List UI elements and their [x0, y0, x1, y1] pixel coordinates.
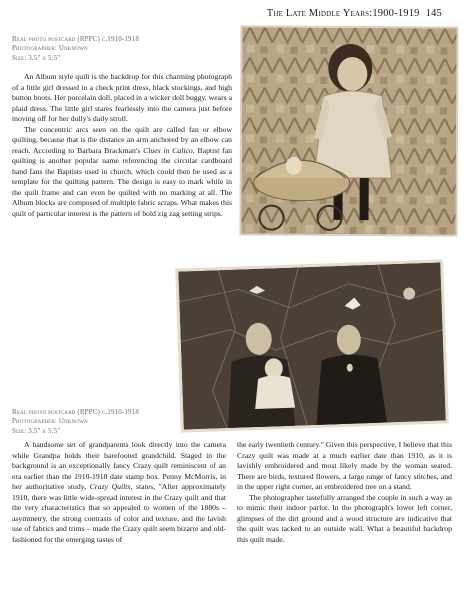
caption-line: Photographer: Unknown	[12, 417, 88, 426]
photo-grandparents-crazy-quilt	[175, 259, 449, 432]
chapter-title: The Late Middle Years:1900-1919	[266, 8, 420, 19]
caption-line: Real photo postcard (RPPC) c.1910-1918	[12, 35, 139, 43]
paragraph: the early twentieth century." Given this perspective, I believe that this Crazy quilt was made at a much earlier date than 1910, as it is lavishly embroidered and most likely made by the woman seated. There are birds, textured flowers, a large range of fancy stitches, and in the upper right corner, an embroidered tree on a stand.	[237, 440, 452, 491]
caption-line: Size: 3.5" x 5.5"	[12, 53, 61, 62]
body-text-top	[12, 72, 232, 219]
caption-line: Photographer: Unknown	[12, 44, 88, 53]
paragraph: An Album style quilt is the backdrop for this charming photograph of a little girl dressed in a check print dress, black stockings, and high button boots. Her porcelain doll, placed in a wicker doll buggy, wears a plaid dress. The little girl stares fearlessly into the camera just before moving off for her dolly's daily stroll.	[12, 72, 232, 123]
body-text-bottom-right	[237, 440, 452, 545]
caption-line: Size: 3.5" x 5.5"	[12, 426, 61, 435]
photo-girl-with-doll-buggy	[239, 25, 458, 236]
running-head	[267, 8, 442, 19]
paragraph: A handsome set of grandparents look directly into the camera while Grandpa holds their barefooted grandchild. Staged in the background is an exceptionally fancy Crazy quilt reminiscent of an era earlier than the 1910-1918 date stamp box. Penny McMorris, in her authoritative study, Crazy Quilts, states, "After approximately 1910, there was little wide-spread interest in the Crazy quilt and that the very characteristics that so appealed to women of the 1880s – asymmetry, the strong contrasts of color and texture, and the lavish use of fabrics and trims – made the Crazy quilt seem bizarre and old-fashioned for the emerging tastes of	[12, 440, 227, 544]
paragraph: The concentric arcs seen on the quilt are called fan or elbow quilting, because that is the distance an arm anchored by an elbow can reach. According to Barbara Brackman's Clues in Calico, Baptist fan quilting is another popular name referencing the circular cardboard hand fans the Baptists used in church, which could then be used as a template for the quilting pattern. The design is easy to mark while in the quilt frame and can even be quilted with no marking at all. The Album blocks are composed of multiple fabric scraps. What makes this quilt of particular interest is the pattern of bold zig zag setting strips.	[12, 124, 232, 218]
caption-line: Real photo postcard (RPPC) c.1910-1918	[12, 408, 139, 416]
photo-girl-illustration	[241, 27, 458, 236]
photo-caption-top	[12, 35, 212, 63]
photo-caption-bottom	[12, 408, 212, 436]
body-text-bottom-left	[12, 440, 226, 545]
page-number: 145	[425, 8, 442, 19]
paragraph: The photographer tastefully arranged the couple in such a way as to mimic their indoor parlor. In the photograph's lower left corner, glimpses of the dirt ground and a wood structure are indicative that the quilt was tacked to an outside wall. What a beautiful backdrop this quilt made.	[237, 492, 452, 544]
photo-grandparents-illustration	[178, 262, 448, 432]
